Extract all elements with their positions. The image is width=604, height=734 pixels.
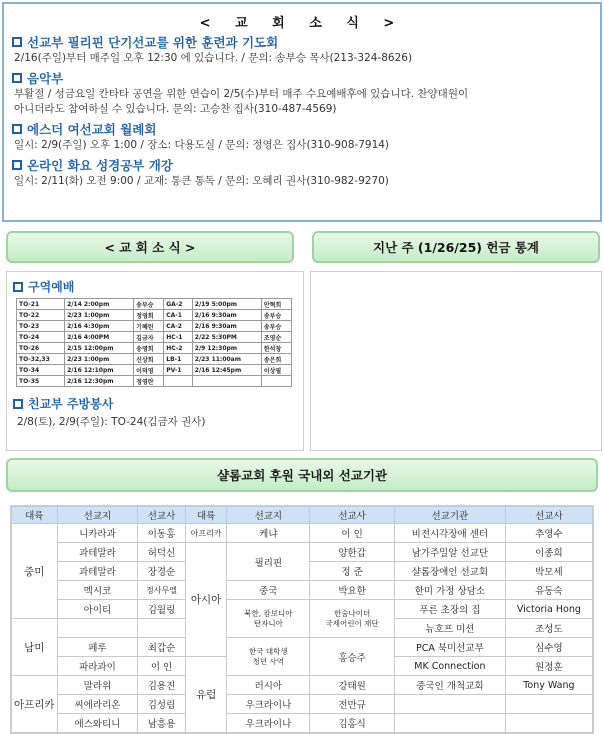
cell [310,600,395,638]
district-row [17,332,292,343]
checkbox-icon [12,160,22,170]
kitchen-service-text: 2/8(토), 2/9(주일): TO-24(김금자 권사) [17,416,206,428]
cell: 원정훈 [505,657,592,676]
cell: 유동숙 [505,581,592,600]
district-cell: 2/16 4:30pm [65,321,134,332]
district-cell: PV-1 [164,365,193,376]
table-row [12,676,593,695]
district-row [17,376,292,387]
cell: Victoria Hong [505,600,592,619]
cell-line: 탄자니아 [253,618,283,628]
cell [505,714,592,733]
table-row [12,638,593,657]
cell: 김용진 [138,676,185,695]
region-cell: 아프리카 [185,524,227,543]
cell: 멕시코 [57,581,138,600]
district-cell: 송부승 [261,310,291,321]
cell-line: 북한, 캄보디아 [244,608,293,618]
district-cell [261,376,291,387]
checkbox-icon [12,37,22,47]
col-header: 선교사 [138,507,185,524]
cell: 정 준 [310,562,395,581]
district-cell: TO-21 [17,299,65,310]
announcement-heading: 선교부 필리핀 단기선교를 위한 훈련과 기도회 [27,35,279,50]
announcement-text: 2/16(주일)부터 매주일 오후 12:30 에 있습니다. / 문의: 송부승 목사(213-324-8626) [14,52,413,64]
region-cell: 유럽 [185,657,227,733]
checkbox-icon [12,73,22,83]
table-row [12,714,593,733]
cell: 니카라과 [57,524,138,543]
kitchen-service-heading: 친교부 주방봉사 [28,397,114,411]
district-row [17,321,292,332]
cell: 김홍식 [310,714,395,733]
district-cell: 김금자 [134,332,164,343]
offering-stats-header: 지난 주 (1/26/25) 헌금 통계 [312,231,600,263]
cell: MK Connection [395,657,506,676]
cell: 박모세 [505,562,592,581]
cell: 비전시각장애 센터 [395,524,506,543]
cell: 과테말라 [57,543,138,562]
checkbox-icon [13,399,23,409]
announcement-text: 부활절 / 성금요일 칸타타 공연을 위한 연습이 2/5(수)부터 매주 수요예배후에 있습니다. 찬양대원이 [14,88,469,100]
cell: 파라과이 [57,657,138,676]
district-cell: TO-35 [17,376,65,387]
cell: 심수영 [505,638,592,657]
district-cell: TO-32,33 [17,354,65,365]
cell: 김월링 [138,600,185,619]
district-row [17,354,292,365]
cell: 케냐 [227,524,310,543]
cell [227,638,310,676]
cell: 이 인 [138,657,185,676]
district-cell: 2/16 4:00PM [65,332,134,343]
district-row [17,365,292,376]
table-row [12,581,593,600]
cell-line: 국제어린이 재단 [325,618,379,628]
district-cell: 송명희 [134,343,164,354]
district-cell: 2/9 12:30pm [192,343,261,354]
announcement-text: 일시: 2/11(화) 오전 9:00 / 교재: 통큰 통독 / 문의: 오혜리 권사(310-982-9270) [14,175,389,187]
col-header: 선교기관 [395,507,506,524]
cell: 페루 [57,638,138,657]
district-cell: 기혜린 [134,321,164,332]
checkbox-icon [12,124,22,134]
cell-line: 청년 사역 [252,656,285,666]
district-cell: GA-2 [164,299,193,310]
cell: 추영수 [505,524,592,543]
announcement-heading: 음악부 [27,71,64,86]
region-cell: 중미 [12,524,58,619]
district-worship-heading: 구역예배 [28,280,75,294]
cell: 중국 [227,581,310,600]
cell [395,714,506,733]
district-cell: HC-1 [164,332,193,343]
cell: 과테말라 [57,562,138,581]
church-news-panel [6,271,304,451]
cell: Tony Wang [505,676,592,695]
cell: 푸른 초장의 집 [395,600,506,619]
col-header: 대륙 [185,507,227,524]
cell-line: 한숨나이더 [333,608,371,618]
district-cell: 2/19 5:00pm [192,299,261,310]
region-cell: 남미 [12,619,58,676]
cell: 장경순 [138,562,185,581]
district-cell: CA-1 [164,310,193,321]
district-cell: 정영란 [134,376,164,387]
checkbox-icon [13,282,23,292]
cell: 홍승주 [310,638,395,676]
district-cell: 2/23 11:00am [192,354,261,365]
district-row [17,299,292,310]
cell [227,600,310,638]
district-cell: 2/15 12:00pm [65,343,134,354]
cell [505,695,592,714]
table-row [12,695,593,714]
cell: 이 인 [310,524,395,543]
cell: 이동홍 [138,524,185,543]
cell: 필리핀 [227,543,310,581]
cell-line: 한국 대학생 [249,646,288,656]
cell [395,695,506,714]
district-row [17,343,292,354]
cell: 에스와티니 [57,714,138,733]
district-cell: 이상필 [261,365,291,376]
cell: 양한갑 [310,543,395,562]
announcements-title: < 교 회 소 식 > [199,16,405,31]
district-cell: TO-26 [17,343,65,354]
cell: 아이티 [57,600,138,619]
cell: 뉴호프 미션 [395,619,506,638]
district-cell: 2/14 2:00pm [65,299,134,310]
district-cell: 송부승 [261,321,291,332]
announcement-1 [12,33,592,66]
cell [57,619,138,638]
announcement-heading: 온라인 화요 성경공부 개강 [27,158,173,173]
district-cell: 2/16 12:45pm [192,365,261,376]
district-cell: 송부승 [134,299,164,310]
district-cell [192,376,261,387]
region-cell: 아시아 [185,543,227,657]
cell [138,619,185,638]
offering-stats-panel [310,271,602,451]
region-cell: 아프리카 [12,676,58,733]
cell: 강태원 [310,676,395,695]
col-header: 대륙 [12,507,58,524]
cell: 최갑순 [138,638,185,657]
district-cell: LB-1 [164,354,193,365]
district-cell: 2/16 9:30am [192,321,261,332]
district-cell: 2/22 5:30PM [192,332,261,343]
cell: 러시아 [227,676,310,695]
cell: 남흥용 [138,714,185,733]
district-row [17,310,292,321]
cell: 허덕신 [138,543,185,562]
cell: 정사무엘 [138,581,185,600]
missions-header: 샬롬교회 후원 국내외 선교기관 [6,458,598,492]
missions-table-wrap [10,505,594,734]
district-cell: 이덕영 [134,365,164,376]
district-cell: HC-2 [164,343,193,354]
district-cell: TO-22 [17,310,65,321]
district-cell: 2/16 12:10pm [65,365,134,376]
district-cell: 2/16 12:30pm [65,376,134,387]
cell: 말라위 [57,676,138,695]
announcement-4 [12,156,592,189]
announcement-text: 일시: 2/9(주일) 오후 1:00 / 장소: 다용도실 / 문의: 정영은 집사(310-908-7914) [14,139,390,151]
district-cell [164,376,193,387]
district-cell: CA-2 [164,321,193,332]
cell: 김성림 [138,695,185,714]
district-cell: 2/23 1:00pm [65,354,134,365]
cell: 우크라이나 [227,714,310,733]
district-cell: TO-34 [17,365,65,376]
district-cell: 송은희 [261,354,291,365]
announcement-heading: 에스더 여선교회 월례회 [27,122,157,137]
announcements-box [2,2,602,222]
district-cell: 한석창 [261,343,291,354]
cell: 우크라이나 [227,695,310,714]
cell: 조성도 [505,619,592,638]
cell: 남가주밀알 선교단 [395,543,506,562]
table-row [12,543,593,562]
cell: 박요한 [310,581,395,600]
announcement-3 [12,120,592,153]
district-cell: TO-23 [17,321,65,332]
cell: PCA 북미선교부 [395,638,506,657]
cell: 한미 가정 상담소 [395,581,506,600]
missions-table [11,506,593,733]
district-cell: 2/23 1:00pm [65,310,134,321]
col-header: 선교사 [505,507,592,524]
district-cell: 조영순 [261,332,291,343]
announcement-2 [12,69,592,117]
table-row [12,600,593,619]
district-schedule-table [16,298,292,387]
cell: 중국인 개척교회 [395,676,506,695]
table-row [12,524,593,543]
announcement-text: 아니더라도 참여하실 수 있습니다. 문의: 고승찬 집사(310-487-4569) [14,103,337,115]
district-cell: 정영희 [134,310,164,321]
col-header: 선교사 [310,507,395,524]
cell: 샬롬장애인 선교회 [395,562,506,581]
cell: 씨에라리온 [57,695,138,714]
district-cell: 안혁희 [261,299,291,310]
col-header: 선교지 [227,507,310,524]
cell: 이종희 [505,543,592,562]
cell: 전만규 [310,695,395,714]
district-cell: 신상희 [134,354,164,365]
col-header: 선교지 [57,507,138,524]
district-cell: 2/16 9:30am [192,310,261,321]
district-cell: TO-24 [17,332,65,343]
church-news-header: < 교 회 소 식 > [6,231,294,263]
